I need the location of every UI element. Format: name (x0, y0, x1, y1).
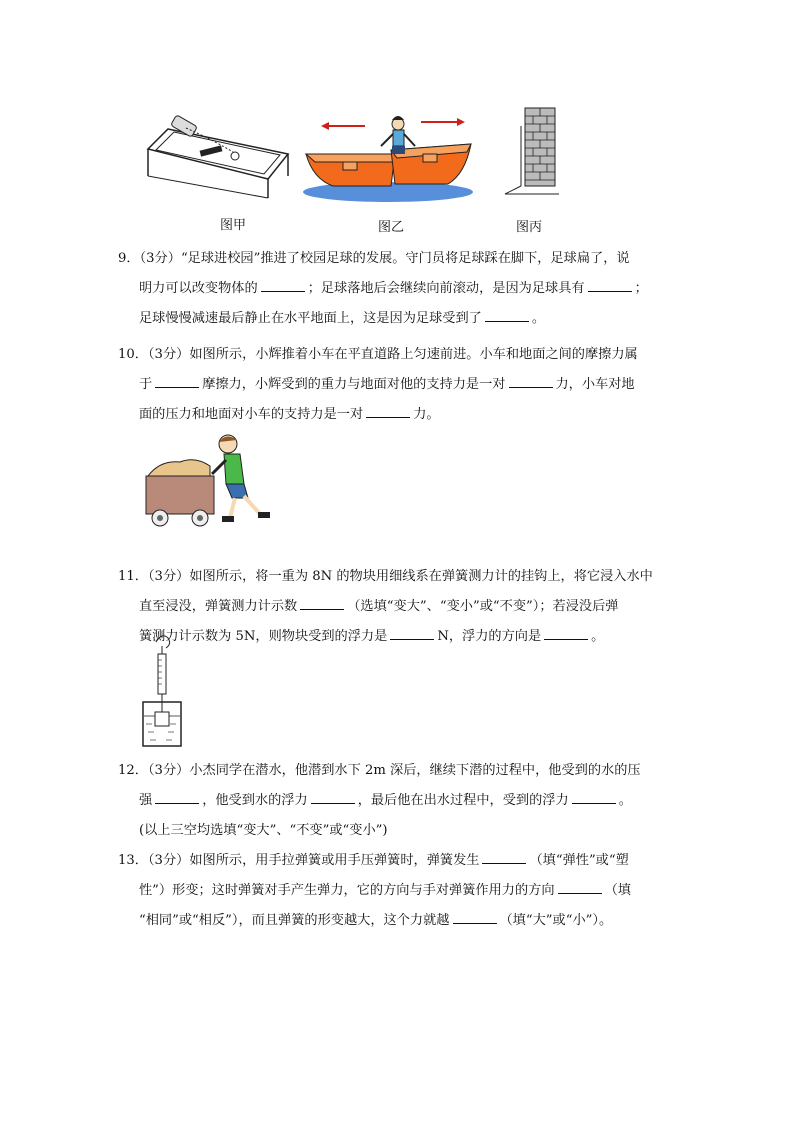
answer-blank[interactable] (155, 789, 199, 804)
question-text: 力，小车对地 (555, 377, 635, 392)
question-text: 足球慢慢减速最后静止在水平地面上，这是因为足球受到了 (139, 311, 482, 326)
question-text: 小杰同学在潜水，他潜到水下 2m 深后，继续下潜的过程中，他受到的水的压 (189, 763, 641, 778)
question-text: ；足球落地后会继续向前滚动，是因为足球具有 (307, 281, 585, 296)
question-text: 。 (591, 629, 605, 644)
question-text: 簧测力计示数为 5N，则物块受到的浮力是 (139, 629, 388, 644)
q13-line-2 (118, 878, 688, 908)
answer-blank[interactable] (509, 373, 553, 388)
answer-blank[interactable] (544, 625, 588, 640)
question-number: 10． (118, 347, 148, 362)
question-score: （3分） (147, 853, 190, 868)
question-text: （选填“变大”、“变小”或“不变”）；若浸没后弹 (347, 599, 619, 614)
question-text: 。 (531, 311, 546, 326)
q12-line-1 (118, 758, 688, 788)
q9-line-2 (118, 276, 688, 306)
answer-blank[interactable] (311, 789, 355, 804)
question-10 (118, 342, 688, 432)
answer-blank[interactable] (453, 909, 497, 924)
question-text: 于 (139, 377, 153, 392)
question-text: 如图所示，小辉推着小车在平直道路上匀速前进。小车和地面之间的摩擦力属 (189, 347, 638, 362)
answer-blank[interactable] (390, 625, 434, 640)
question-text: （填“弹性”或“塑 (529, 853, 629, 868)
brick-wall-figure (503, 106, 563, 196)
q9-line-1 (118, 246, 688, 276)
question-11 (118, 564, 688, 654)
question-score: （3分） (147, 763, 190, 778)
q11-line-2 (118, 594, 688, 624)
question-text: “相同”或“相反”），而且弹簧的形变越大，这个力就越 (139, 913, 450, 928)
question-text: 明力可以改变物体的 (139, 281, 258, 296)
spring-scale-figure (140, 632, 190, 750)
question-13 (118, 848, 688, 938)
question-text: 面的压力和地面对小车的支持力是一对 (139, 407, 364, 422)
question-text: 直至浸没，弹簧测力计示数 (139, 599, 298, 614)
q12-line-3 (118, 818, 688, 848)
answer-blank[interactable] (572, 789, 616, 804)
question-number: 11． (118, 569, 148, 584)
question-score: （3分） (147, 569, 190, 584)
caption-jia: 图甲 (220, 218, 247, 233)
q11-line-3 (118, 624, 688, 654)
q10-line-3 (118, 402, 688, 432)
question-text: N，浮力的方向是 (437, 629, 542, 644)
question-note: (以上三空均选填“变大”、“不变”或“变小”) (139, 823, 388, 838)
q10-line-1 (118, 342, 688, 372)
table-ball-figure (138, 104, 298, 204)
caption-yi: 图乙 (378, 220, 405, 235)
question-text: 强 (139, 793, 153, 808)
question-text: ，他受到水的浮力 (202, 793, 308, 808)
question-12 (118, 758, 688, 848)
answer-blank[interactable] (155, 373, 199, 388)
q10-line-2 (118, 372, 688, 402)
answer-blank[interactable] (261, 277, 305, 292)
question-text: ； (634, 281, 648, 296)
question-text: 性”）形变；这时弹簧对手产生弹力，它的方向与手对弹簧作用力的方向 (139, 883, 555, 898)
boats-figure (303, 104, 483, 209)
question-text: 如图所示，将一重为 8N 的物块用细线系在弹簧测力计的挂钩上，将它浸入水中 (189, 569, 653, 584)
question-9 (118, 246, 688, 336)
question-text: （填“大”或“小”）。 (499, 913, 613, 928)
figure-row (138, 104, 578, 234)
question-number: 13． (118, 853, 148, 868)
answer-blank[interactable] (558, 879, 602, 894)
question-score: （3分） (139, 251, 181, 266)
q9-line-3 (118, 306, 688, 336)
question-text: “足球进校园”推进了校园足球的发展。守门员将足球踩在脚下，足球扁了，说 (180, 251, 630, 266)
boy-cart-figure (140, 432, 280, 528)
answer-blank[interactable] (300, 595, 344, 610)
q12-line-2 (118, 788, 688, 818)
question-text: 力。 (413, 407, 440, 422)
q13-line-1 (118, 848, 688, 878)
question-text: 如图所示，用手拉弹簧或用手压弹簧时，弹簧发生 (189, 853, 480, 868)
question-number: 12． (118, 763, 148, 778)
question-text: ，最后他在出水过程中，受到的浮力 (357, 793, 569, 808)
question-text: 摩擦力，小辉受到的重力与地面对他的支持力是一对 (202, 377, 506, 392)
answer-blank[interactable] (485, 307, 529, 322)
answer-blank[interactable] (482, 849, 526, 864)
question-text: （填 (604, 883, 631, 898)
q13-line-3 (118, 908, 688, 938)
answer-blank[interactable] (588, 277, 632, 292)
question-text: 。 (618, 793, 632, 808)
question-number: 9． (118, 251, 140, 266)
caption-bing: 图丙 (516, 220, 543, 235)
question-score: （3分） (147, 347, 190, 362)
q11-line-1 (118, 564, 688, 594)
answer-blank[interactable] (366, 403, 410, 418)
